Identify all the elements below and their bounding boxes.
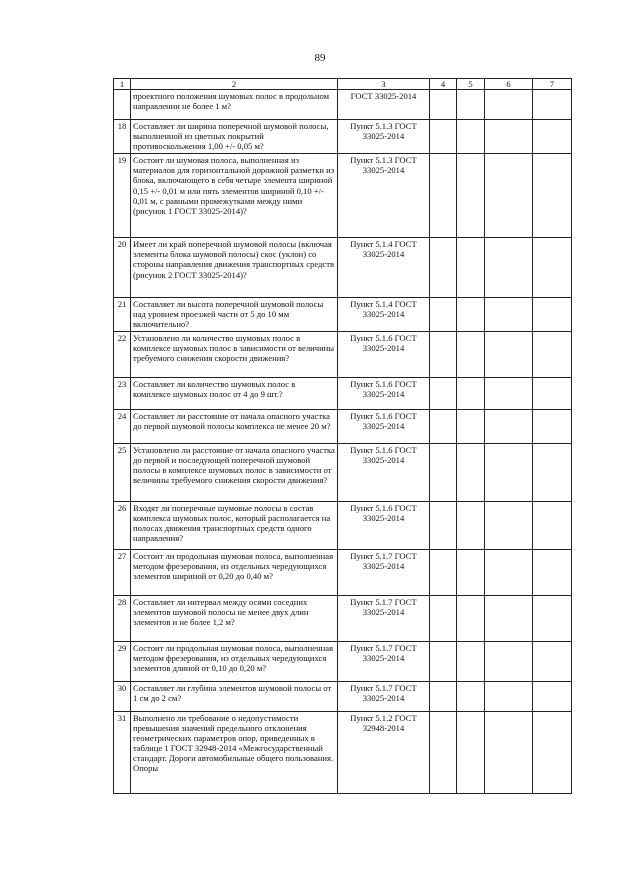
table-row <box>114 549 572 595</box>
empty-cell-col-5 <box>457 409 485 443</box>
question-text: проектного положения шумовых полос в продольном направлении не более 1 м? <box>131 90 338 120</box>
empty-cell-col-5 <box>457 377 485 409</box>
reference-text: Пункт 5.1.3 ГОСТ 33025-2014 <box>338 120 430 154</box>
reference-text: Пункт 5.1.6 ГОСТ 33025-2014 <box>338 331 430 377</box>
table-row <box>114 501 572 549</box>
empty-cell-col-7 <box>533 154 572 238</box>
empty-cell-col-6 <box>485 549 533 595</box>
row-number: 22 <box>114 331 131 377</box>
empty-cell-col-5 <box>457 331 485 377</box>
header-col-3: 3 <box>338 79 430 90</box>
question-text: Составляет ли интервал между осями соседних элементов шумовой полосы не менее двух длин элементов и не более 1,2 м? <box>131 595 338 641</box>
page-number: 89 <box>314 52 326 64</box>
empty-cell-col-5 <box>457 90 485 120</box>
reference-text: Пункт 5.1.4 ГОСТ 33025-2014 <box>338 298 430 331</box>
empty-cell-col-6 <box>485 595 533 641</box>
empty-cell-col-6 <box>485 90 533 120</box>
row-number: 31 <box>114 711 131 793</box>
empty-cell-col-4 <box>430 501 457 549</box>
empty-cell-col-7 <box>533 711 572 793</box>
empty-cell-col-6 <box>485 120 533 154</box>
header-col-2: 2 <box>131 79 338 90</box>
table-row <box>114 443 572 501</box>
empty-cell-col-4 <box>430 298 457 331</box>
empty-cell-col-7 <box>533 443 572 501</box>
question-text: Имеет ли край поперечной шумовой полосы (включая элементы блока шумовой полосы) скос (уклон) со стороны направления движения транспортных средств (рисунок 2 ГОСТ 33025-2014)? <box>131 238 338 298</box>
empty-cell-col-7 <box>533 298 572 331</box>
empty-cell-col-6 <box>485 377 533 409</box>
empty-cell-col-7 <box>533 377 572 409</box>
empty-cell-col-7 <box>533 331 572 377</box>
empty-cell-col-5 <box>457 443 485 501</box>
row-number: 24 <box>114 409 131 443</box>
table-row <box>114 711 572 793</box>
empty-cell-col-7 <box>533 595 572 641</box>
empty-cell-col-4 <box>430 90 457 120</box>
empty-cell-col-5 <box>457 549 485 595</box>
empty-cell-col-6 <box>485 681 533 711</box>
question-text: Составляет ли количество шумовых полос в комплексе шумовых полос от 4 до 9 шт.? <box>131 377 338 409</box>
row-number: 28 <box>114 595 131 641</box>
header-row <box>114 79 572 90</box>
question-text: Установлено ли количество шумовых полос в комплексе шумовых полос в зависимости от величины требуемого снижения скорости движения? <box>131 331 338 377</box>
question-text: Выполнено ли требование о недопустимости превышения значений предельного отклонения геометрических параметров опор, приведенных в таблице 1 ГОСТ 32948-2014 «Межгосударственный стандарт. Дороги автомобильные общего пользования. Опоры <box>131 711 338 793</box>
row-number: 29 <box>114 641 131 681</box>
empty-cell-col-4 <box>430 154 457 238</box>
row-number: 20 <box>114 238 131 298</box>
empty-cell-col-5 <box>457 238 485 298</box>
table-row <box>114 90 572 120</box>
empty-cell-col-5 <box>457 681 485 711</box>
row-number <box>114 90 131 120</box>
empty-cell-col-4 <box>430 409 457 443</box>
empty-cell-col-7 <box>533 681 572 711</box>
empty-cell-col-6 <box>485 409 533 443</box>
question-text: Составляет ли глубина элементов шумовой полосы от 1 см до 2 см? <box>131 681 338 711</box>
empty-cell-col-7 <box>533 90 572 120</box>
empty-cell-col-5 <box>457 154 485 238</box>
reference-text: Пункт 5.1.6 ГОСТ 33025-2014 <box>338 443 430 501</box>
question-text: Составляет ли ширина поперечной шумовой полосы, выполненной из цветных покрытий противоскольжения 1,00 +/- 0,05 м? <box>131 120 338 154</box>
empty-cell-col-5 <box>457 595 485 641</box>
empty-cell-col-7 <box>533 120 572 154</box>
table-row <box>114 681 572 711</box>
table-row <box>114 377 572 409</box>
table-row <box>114 298 572 331</box>
empty-cell-col-7 <box>533 641 572 681</box>
reference-text: Пункт 5.1.3 ГОСТ 33025-2014 <box>338 154 430 238</box>
empty-cell-col-6 <box>485 298 533 331</box>
row-number: 21 <box>114 298 131 331</box>
question-text: Состоит ли шумовая полоса, выполненная из материалов для горизонтальной дорожной разметки из блока, включающего в себя четыре элемента шириной 0,15 +/- 0,01 м или пять элементов шириной 0,10 +/- 0,01 м, с равными промежутками между ними (рисунок 1 ГОСТ 33025-2014)? <box>131 154 338 238</box>
row-number: 30 <box>114 681 131 711</box>
reference-text: Пункт 5.1.7 ГОСТ 33025-2014 <box>338 549 430 595</box>
row-number: 19 <box>114 154 131 238</box>
empty-cell-col-6 <box>485 154 533 238</box>
question-text: Состоит ли продольная шумовая полоса, выполненная методом фрезерования, из отдельных чередующихся элементов длиной от 0,10 до 0,20 м? <box>131 641 338 681</box>
empty-cell-col-4 <box>430 331 457 377</box>
checklist-table <box>113 78 572 794</box>
table-row <box>114 238 572 298</box>
question-text: Установлено ли расстояние от начала опасного участка до первой и последующей поперечной шумовой полосы в комплексе шумовых полос в зависимости от величины требуемого снижения скорости движения? <box>131 443 338 501</box>
header-col-5: 5 <box>457 79 485 90</box>
header-col-4: 4 <box>430 79 457 90</box>
table-row <box>114 120 572 154</box>
empty-cell-col-4 <box>430 711 457 793</box>
question-text: Составляет ли расстояние от начала опасного участка до первой шумовой полосы комплекса не менее 20 м? <box>131 409 338 443</box>
empty-cell-col-5 <box>457 501 485 549</box>
reference-text: Пункт 5.1.6 ГОСТ 33025-2014 <box>338 377 430 409</box>
empty-cell-col-4 <box>430 443 457 501</box>
table-row <box>114 331 572 377</box>
empty-cell-col-6 <box>485 238 533 298</box>
table-row <box>114 641 572 681</box>
header-col-6: 6 <box>485 79 533 90</box>
empty-cell-col-4 <box>430 641 457 681</box>
row-number: 25 <box>114 443 131 501</box>
row-number: 23 <box>114 377 131 409</box>
empty-cell-col-4 <box>430 595 457 641</box>
header-col-1: 1 <box>114 79 131 90</box>
reference-text: ГОСТ 33025-2014 <box>338 90 430 120</box>
reference-text: Пункт 5.1.6 ГОСТ 33025-2014 <box>338 409 430 443</box>
reference-text: Пункт 5.1.4 ГОСТ 33025-2014 <box>338 238 430 298</box>
empty-cell-col-6 <box>485 331 533 377</box>
question-text: Составляет ли высота поперечной шумовой полосы над уровнем проезжей части от 5 до 10 мм включительно? <box>131 298 338 331</box>
empty-cell-col-7 <box>533 238 572 298</box>
empty-cell-col-4 <box>430 377 457 409</box>
reference-text: Пункт 5.1.7 ГОСТ 33025-2014 <box>338 641 430 681</box>
row-number: 27 <box>114 549 131 595</box>
table-row <box>114 409 572 443</box>
empty-cell-col-6 <box>485 443 533 501</box>
empty-cell-col-6 <box>485 501 533 549</box>
reference-text: Пункт 5.1.7 ГОСТ 33025-2014 <box>338 681 430 711</box>
empty-cell-col-5 <box>457 298 485 331</box>
reference-text: Пункт 5.1.6 ГОСТ 33025-2014 <box>338 501 430 549</box>
question-text: Состоит ли продольная шумовая полоса, выполненная методом фрезерования, из отдельных чередующихся элементов шириной от 0,20 до 0,40 м? <box>131 549 338 595</box>
empty-cell-col-4 <box>430 549 457 595</box>
reference-text: Пункт 5.1.7 ГОСТ 33025-2014 <box>338 595 430 641</box>
empty-cell-col-5 <box>457 120 485 154</box>
empty-cell-col-4 <box>430 120 457 154</box>
reference-text: Пункт 5.1.2 ГОСТ 32948-2014 <box>338 711 430 793</box>
row-number: 18 <box>114 120 131 154</box>
empty-cell-col-6 <box>485 711 533 793</box>
empty-cell-col-7 <box>533 549 572 595</box>
question-text: Входят ли поперечные шумовые полосы в состав комплекса шумовых полос, который располагается на полосах движения транспортных средств одного направления? <box>131 501 338 549</box>
empty-cell-col-4 <box>430 238 457 298</box>
empty-cell-col-7 <box>533 409 572 443</box>
table-row <box>114 595 572 641</box>
empty-cell-col-7 <box>533 501 572 549</box>
empty-cell-col-5 <box>457 711 485 793</box>
row-number: 26 <box>114 501 131 549</box>
empty-cell-col-6 <box>485 641 533 681</box>
empty-cell-col-5 <box>457 641 485 681</box>
table-row <box>114 154 572 238</box>
header-col-7: 7 <box>533 79 572 90</box>
empty-cell-col-4 <box>430 681 457 711</box>
